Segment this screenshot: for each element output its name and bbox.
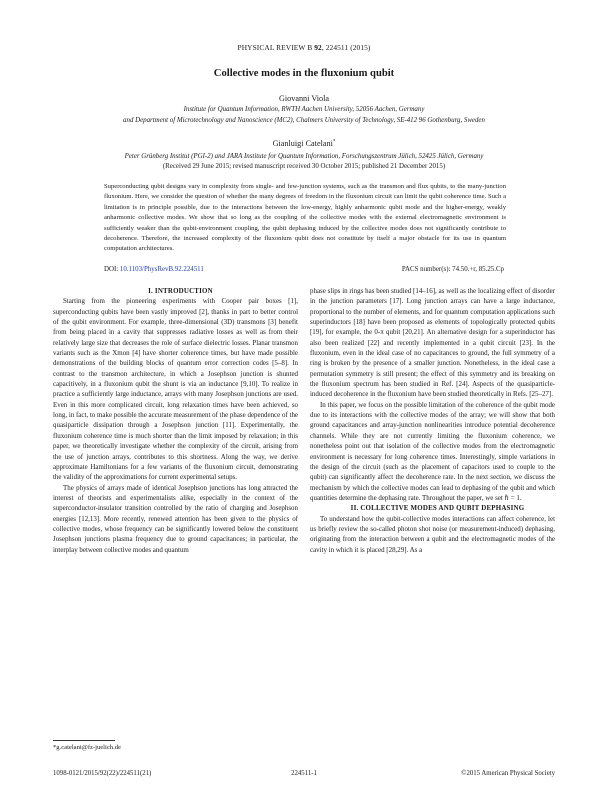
pacs-label: PACS number(s): bbox=[401, 266, 451, 273]
footer-identifier: 1098-0121/2015/92(22)/224511(21) bbox=[53, 770, 152, 777]
author-name-text: Gianluigi Catelani bbox=[272, 139, 333, 148]
affiliation-line: Institute for Quantum Information, RWTH Aachen University, 52056 Aachen, Germany bbox=[183, 106, 425, 113]
author-name bbox=[0, 139, 608, 148]
doi-link[interactable]: 10.1103/PhysRevB.92.224511 bbox=[119, 266, 204, 273]
affiliation-line: and Department of Microtechnology and Nanoscience (MC2), Chalmers University of Technology, SE-412 96 Gothenburg, Sweden bbox=[123, 117, 485, 124]
journal-name: PHYSICAL REVIEW B bbox=[237, 43, 313, 52]
paragraph: phase slips in rings has been studied [14–16], as well as the localizing effect of disorder in the junction parameters [17]. Long junction arrays can have a large inductance, proportional to the number of elements, and for quantum computation applications such superinductors [18] have been proposed as elements of topologically protected qubits [19], for example, the 0-π qubit [20,21]. An alternative design for a superinductor has also been realized [22] and recently implemented in a qubit circuit [23]. In the fluxonium, even in the ideal case of no capacitances to ground, the full symmetry of a ring is broken by the presence of a smaller junction. Nonetheless, in the ideal case a permutation symmetry is still present; the effect of this symmetry and its breaking on the fluxonium spectrum has been studied in Ref. [24]. Aspects of the quasiparticle-induced decoherence in the fluxonium have been studied theoretically in Refs. [25–27]. bbox=[310, 287, 555, 399]
pacs-numbers bbox=[402, 266, 504, 273]
received-dates: (Received 29 June 2015; revised manuscript received 30 October 2015; published 21 December 2015) bbox=[162, 163, 446, 170]
running-header: PHYSICAL REVIEW B 92, 224511 (2015) bbox=[237, 43, 371, 52]
citation: 224511 (2015) bbox=[325, 43, 371, 52]
right-column bbox=[310, 286, 555, 555]
copyright: ©2015 American Physical Society bbox=[461, 770, 555, 777]
affiliation-line: Peter Grünberg Institut (PGI-2) and JARA Institute for Quantum Information, Forschungszentrum Jülich, 52425 Jülich, Germany bbox=[124, 153, 484, 160]
doi-label: DOI: bbox=[104, 266, 119, 273]
footnote-rule bbox=[53, 740, 115, 741]
footnote-marker: * bbox=[332, 139, 336, 145]
section-heading: II. COLLECTIVE MODES AND QUBIT DEPHASING bbox=[350, 504, 525, 513]
footnote-email: *g.catelani@fz-juelich.de bbox=[53, 744, 121, 751]
paragraph: The physics of arrays made of identical Josephson junctions has long attracted the interest of theorists and experimentalists alike, especially in the context of the superconductor-insulator transition controlled by the ratio of charging and Josephson energies [12,13]. More recently, renewed attention has been given to the physics of collective modes, whose frequency can be significantly lowered below the constituent Josephson junctions plasma frequency due to ground capacitances; in particular, the interplay between collective modes and quantum bbox=[53, 483, 298, 554]
section-heading: I. INTRODUCTION bbox=[148, 287, 213, 295]
paragraph: Starting from the pioneering experiments with Cooper pair boxes [1], superconducting qubits have been vastly improved [2], thanks in part to better control of the qubit environment. For example, three-dimensional (3D) transmons [3] benefit from being placed in a cavity that suppresses radiative losses as well as from their relatively large size that decreases the role of surface dielectric losses. Planar transmon variants such as the Xmon [4] have shorter coherence times, but have made possible demonstrations of the building blocks of quantum error correction codes [5–8]. In contrast to the transmon architecture, in which a Josephson junction is shunted capacitively, in a fluxonium qubit the shunt is via an inductance [9,10]. To realize in practice a sufficiently large inductance, arrays with many Josephson junctions are used. Even in this more complicated circuit, long relaxation times have been achieved, so long, in fact, to make possible the accurate measurement of the phase dependence of the quasiparticle dissipation through a Josephson junction [11]. Experimentally, the fluxonium coherence time is much shorter than the limit imposed by relaxation; in this paper, we theoretically investigate whether the complexity of the circuit, arising from the use of junction arrays, contributes to this shortness. Along the way, we derive approximate Hamiltonians for a few variants of the fluxonium circuit, demonstrating the validity of the approximations for current experimental setups. bbox=[53, 297, 298, 482]
volume: 92 bbox=[314, 43, 322, 52]
page-number: 224511-1 bbox=[291, 770, 317, 777]
paragraph: To understand how the qubit-collective modes interactions can affect coherence, let us briefly review the so-called photon shot noise (or measurement-induced) dephasing, originating from the interaction between a qubit and the electromagnetic modes of the cavity in which it is placed [28,29]. As a bbox=[310, 514, 555, 554]
author-name: Giovanni Viola bbox=[278, 94, 330, 103]
left-column bbox=[53, 286, 298, 555]
paper-title: Collective modes in the fluxonium qubit bbox=[213, 68, 395, 79]
doi bbox=[104, 266, 204, 273]
abstract: Superconducting qubit designs vary in complexity from single- and few-junction systems, such as the transmon and flux qubits, to the many-junction fluxonium. Here, we consider the question of whether the many degrees of freedom in the fluxonium circuit can limit the qubit coherence time. Such a limitation is in principle possible, due to the interactions between the low-energy, highly anharmonic qubit mode and the higher-energy, weakly anharmonic collective modes. We show that so long as the coupling of the collective modes with the external electromagnetic environment is sufficiently weaker than the qubit-environment coupling, the qubit dephasing induced by the collective modes does not significantly contribute to decoherence. Therefore, the increased complexity of the fluxonium qubit does not constitute by itself a major obstacle for its use in quantum computation architectures. bbox=[104, 183, 506, 253]
pacs-value: 74.50.+r, 85.25.Cp bbox=[452, 266, 504, 273]
paragraph: In this paper, we focus on the possible limitation of the coherence of the qubit mode due to its interactions with the collective modes of the array; we will show that both ground capacitances and array-junction nonlinearities introduce potential decoherence channels. While they are not currently limiting the fluxonium coherence, we nonetheless point out that isolation of the collective modes from the electromagnetic environment is necessary for long coherence times. Interestingly, simple variations in the design of the circuit (such as the placement of capacitors used to couple to the qubit) can significantly affect the decoherence rate. In the next section, we discuss the mechanism by which the collective modes can lead to dephasing of the qubit and which quantities determine the dephasing rate. Throughout the paper, we set ℏ = 1. bbox=[310, 400, 555, 502]
